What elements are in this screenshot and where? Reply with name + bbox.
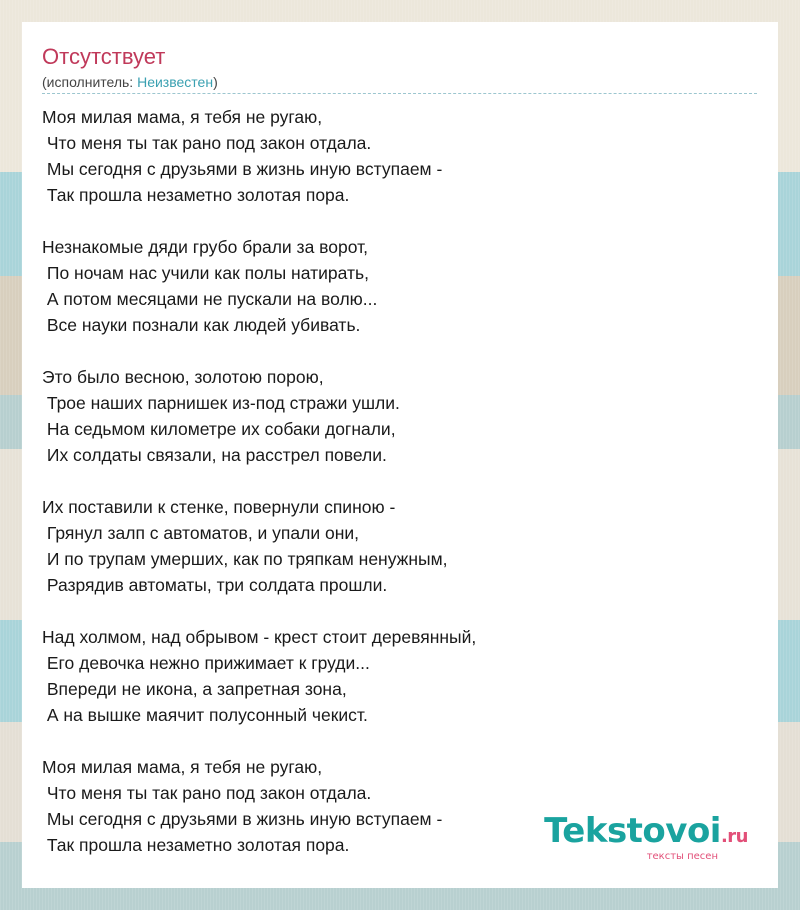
lyric-line: И по трупам умерших, как по тряпкам ненужным, [42,549,448,569]
artist-suffix: ) [213,74,218,90]
lyric-line: А на вышке маячит полусонный чекист. [42,705,368,725]
lyric-line: Что меня ты так рано под закон отдала. [42,133,372,153]
lyric-line: Их поставили к стенке, повернули спиною - [42,497,396,517]
lyric-line: На седьмом километре их собаки догнали, [42,419,396,439]
stanza [42,624,757,728]
lyric-line: Так прошла незаметно золотая пора. [42,185,350,205]
stanza [42,494,757,598]
site-logo[interactable] [544,813,748,862]
lyric-line: Так прошла незаметно золотая пора. [42,835,350,855]
logo-tagline: тексты песен [646,851,718,862]
lyric-line: Их солдаты связали, на расстрел повели. [42,445,387,465]
lyric-line: А потом месяцами не пускали на волю... [42,289,378,309]
lyric-line: Моя милая мама, я тебя не ругаю, [42,757,323,777]
lyric-line: Что меня ты так рано под закон отдала. [42,783,372,803]
lyric-line: Трое наших парнишек из-под стражи ушли. [42,393,400,413]
lyric-line: Это было весною, золотою порою, [42,367,324,387]
stanza [42,364,757,468]
lyric-line: Над холмом, над обрывом - крест стоит деревянный, [42,627,477,647]
lyric-line: Грянул залп с автоматов, и упали они, [42,523,360,543]
logo-name: Tekstovoi [544,811,721,851]
song-title: Отсутствует [42,44,166,69]
lyric-line: Незнакомые дяди грубо брали за ворот, [42,237,369,257]
stanza [42,234,757,338]
lyric-line: Впереди не икона, а запретная зона, [42,679,347,699]
lyrics-card [22,22,778,888]
artist-line [42,73,218,91]
logo-wordmark [544,813,748,855]
artist-link[interactable]: Неизвестен [137,74,214,90]
lyric-line: По ночам нас учили как полы натирать, [42,263,369,283]
lyric-line: Разрядив автоматы, три солдата прошли. [42,575,388,595]
stanza [42,104,757,208]
logo-domain: .ru [720,826,748,847]
artist-prefix: (исполнитель: [42,74,138,90]
lyric-line: Мы сегодня с друзьями в жизнь иную вступаем - [42,159,443,179]
title-divider [42,93,757,94]
lyric-line: Мы сегодня с друзьями в жизнь иную вступаем - [42,809,443,829]
lyric-line: Все науки познали как людей убивать. [42,315,361,335]
lyric-line: Моя милая мама, я тебя не ругаю, [42,107,323,127]
lyric-line: Его девочка нежно прижимает к груди... [42,653,370,673]
lyrics-body [42,104,757,884]
